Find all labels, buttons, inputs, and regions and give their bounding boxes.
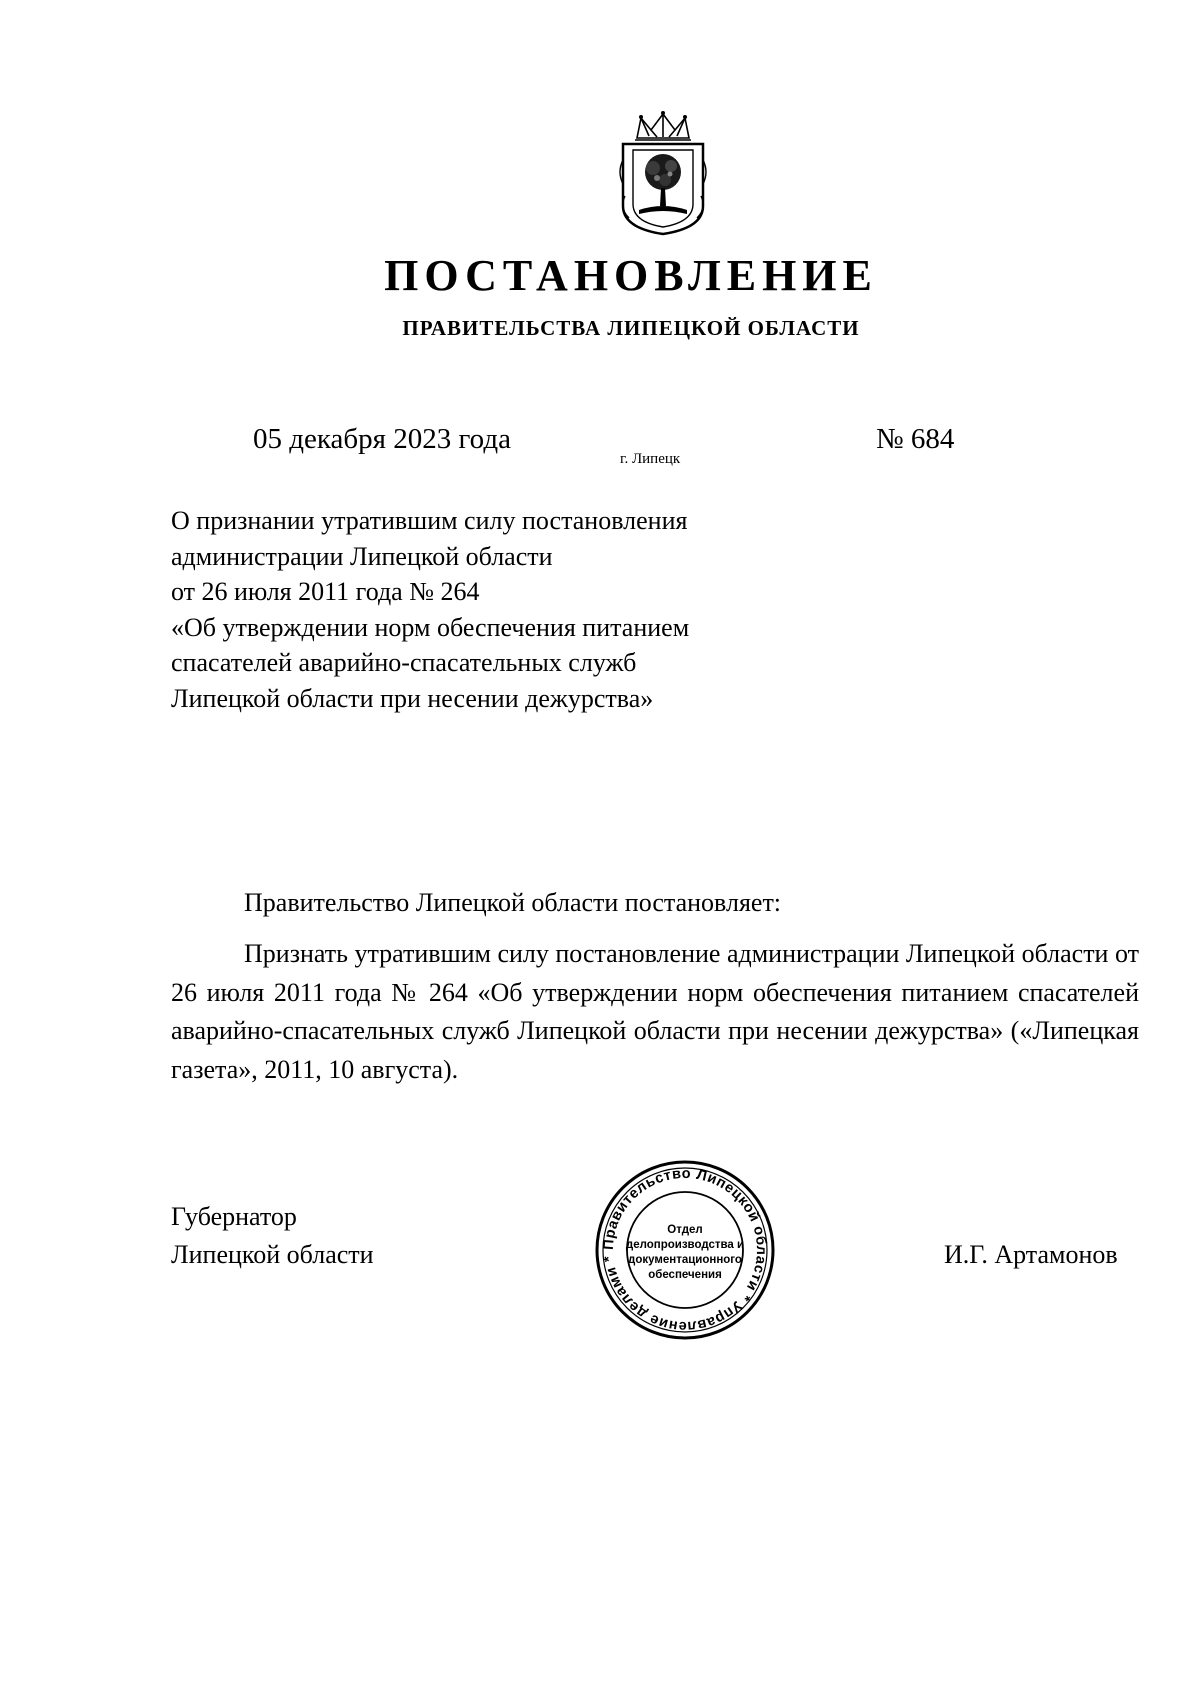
heading-line: спасателей аварийно-спасательных служб (171, 648, 637, 677)
signatory-position-line: Липецкой области (171, 1240, 374, 1269)
stamp-inner-line: Отдел (667, 1224, 703, 1236)
body-preamble: Правительство Липецкой области постановляет: (244, 888, 782, 917)
signatory-position-line: Губернатор (171, 1202, 297, 1231)
stamp-outer-text: Правительство Липецкой области * Управление делами * (600, 1165, 770, 1335)
signatory-position (171, 1198, 374, 1274)
official-stamp (592, 1157, 778, 1343)
stamp-inner-line: делопроизводства и (625, 1239, 745, 1251)
heading-line: О признании утратившим силу постановления (171, 506, 688, 535)
heading-line: от 26 июля 2011 года № 264 (171, 577, 480, 606)
document-subtitle: ПРАВИТЕЛЬСТВА ЛИПЕЦКОЙ ОБЛАСТИ (402, 316, 860, 340)
body-decision: Признать утратившим силу постановление администрации Липецкой области от 26 июля 2011 года № 264 «Об утверждении норм обеспечения питанием спасателей аварийно-спасательных служб Липецкой области при несении дежурства» («Липецкая газета», 2011, 10 августа). (171, 939, 1139, 1084)
document-heading (171, 503, 871, 716)
document-city: г. Липецк (620, 451, 681, 467)
coat-of-arms-icon (615, 110, 711, 238)
signatory-name: И.Г. Артамонов (944, 1240, 1118, 1269)
document-date: 05 декабря 2023 года (253, 423, 511, 455)
document-title: ПОСТАНОВЛЕНИЕ (384, 251, 878, 300)
heading-line: Липецкой области при несении дежурства» (171, 683, 654, 713)
stamp-inner-line: обеспечения (648, 1269, 722, 1281)
heading-line: «Об утверждении норм обеспечения питанием (171, 612, 690, 642)
heading-line: администрации Липецкой области (171, 541, 553, 571)
document-number: № 684 (876, 423, 955, 455)
stamp-inner-line: документационного (628, 1254, 742, 1266)
